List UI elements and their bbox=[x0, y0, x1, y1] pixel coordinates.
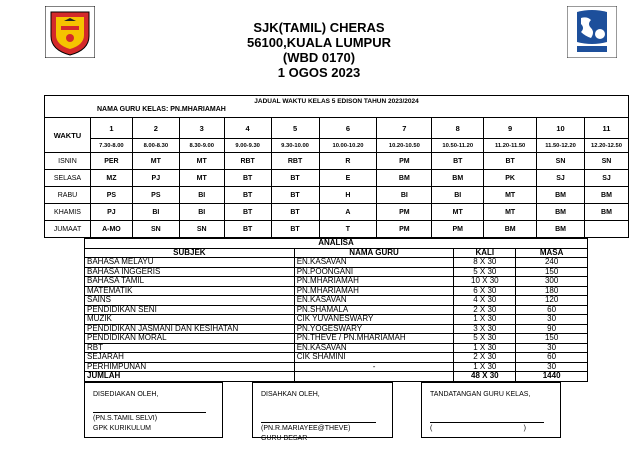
subject-name: PENDIDIKAN SENI bbox=[85, 305, 295, 315]
approved-by-label: DISAHKAN OLEH, bbox=[261, 391, 320, 398]
analisa-row bbox=[85, 277, 588, 287]
subject-slot: PM bbox=[377, 153, 432, 170]
teacher-name: EN.KASAVAN bbox=[294, 343, 454, 353]
period-time: 10.00-10.20 bbox=[319, 139, 377, 153]
header-masa: MASA bbox=[516, 248, 588, 258]
prepared-by-role: GPK KURIKULUM bbox=[93, 425, 151, 432]
subject-slot: BM bbox=[377, 170, 432, 187]
subject-slot: BI bbox=[132, 204, 179, 221]
subject-slot: BT bbox=[224, 204, 271, 221]
timetable-body bbox=[45, 153, 629, 238]
approved-by-name: (PN.R.MARIAYEE@THEVE) bbox=[261, 425, 351, 432]
class-teacher-sign-label: TANDATANGAN GURU KELAS, bbox=[430, 391, 531, 398]
kali-value: 1 X 30 bbox=[454, 362, 516, 372]
analisa-row bbox=[85, 315, 588, 325]
analisa-body bbox=[85, 258, 588, 372]
masa-value: 30 bbox=[516, 362, 588, 372]
subject-slot: MT bbox=[432, 204, 484, 221]
teacher-name: PN.MHARIAMAH bbox=[294, 286, 454, 296]
subject-slot: BM bbox=[537, 221, 585, 238]
subject-slot: BT bbox=[224, 221, 271, 238]
period-number: 5 bbox=[271, 118, 319, 139]
timetable-row bbox=[45, 204, 629, 221]
teacher-name: PN.SHAMALA bbox=[294, 305, 454, 315]
subject-slot: BM bbox=[484, 221, 537, 238]
subject-slot: BT bbox=[271, 170, 319, 187]
name-parentheses bbox=[430, 424, 526, 434]
period-number: 7 bbox=[377, 118, 432, 139]
subject-name: SAINS bbox=[85, 296, 295, 306]
analisa-row bbox=[85, 258, 588, 268]
subject-slot: SN bbox=[537, 153, 585, 170]
prepared-by-label: DISEDIAKAN OLEH, bbox=[93, 391, 159, 398]
timetable-row bbox=[45, 221, 629, 238]
subject-name: BAHASA TAMIL bbox=[85, 277, 295, 287]
day-label: JUMAAT bbox=[45, 221, 91, 238]
subject-slot: A bbox=[319, 204, 377, 221]
subject-slot: PS bbox=[132, 187, 179, 204]
subject-slot bbox=[584, 221, 628, 238]
subject-slot: PM bbox=[432, 221, 484, 238]
subject-slot: H bbox=[319, 187, 377, 204]
prepared-by-name: (PN.S.TAMIL SELVI) bbox=[93, 415, 158, 422]
subject-slot: BI bbox=[432, 187, 484, 204]
subject-slot: BM bbox=[584, 187, 628, 204]
kali-value: 10 X 30 bbox=[454, 277, 516, 287]
period-time: 11.20-11.50 bbox=[484, 139, 537, 153]
school-name: SJK(TAMIL) CHERAS bbox=[253, 20, 385, 35]
kali-value: 2 X 30 bbox=[454, 353, 516, 363]
signature-line bbox=[261, 415, 376, 423]
period-time: 10.20-10.50 bbox=[377, 139, 432, 153]
teacher-name: EN.KASAVAN bbox=[294, 258, 454, 268]
period-number: 3 bbox=[179, 118, 224, 139]
period-time: 10.50-11.20 bbox=[432, 139, 484, 153]
timetable-row bbox=[45, 187, 629, 204]
timetable-title: JADUAL WAKTU KELAS 5 EDISON TAHUN 2023/2024 bbox=[254, 98, 419, 105]
signature-box-approved bbox=[252, 382, 393, 442]
subject-slot: PM bbox=[377, 221, 432, 238]
period-number: 6 bbox=[319, 118, 377, 139]
subject-slot: BT bbox=[432, 153, 484, 170]
kali-value: 5 X 30 bbox=[454, 334, 516, 344]
subject-slot: R bbox=[319, 153, 377, 170]
masa-value: 300 bbox=[516, 277, 588, 287]
subject-slot: BT bbox=[271, 204, 319, 221]
period-number: 9 bbox=[484, 118, 537, 139]
subject-slot: A-MO bbox=[90, 221, 132, 238]
waktu-label: WAKTU bbox=[45, 118, 91, 153]
school-address: 56100,KUALA LUMPUR bbox=[247, 35, 391, 50]
period-time: 11.50-12.20 bbox=[537, 139, 585, 153]
period-number: 10 bbox=[537, 118, 585, 139]
signature-box-class-teacher bbox=[421, 382, 561, 438]
subject-slot: MT bbox=[484, 187, 537, 204]
teacher-name: PN.YOGESWARY bbox=[294, 324, 454, 334]
teacher-name: PN.POONGANI bbox=[294, 267, 454, 277]
total-kali: 48 X 30 bbox=[454, 372, 516, 382]
subject-slot: SN bbox=[584, 153, 628, 170]
subject-name: RBT bbox=[85, 343, 295, 353]
subject-slot: MT bbox=[179, 153, 224, 170]
masa-value: 60 bbox=[516, 305, 588, 315]
masa-value: 150 bbox=[516, 267, 588, 277]
kali-value: 8 X 30 bbox=[454, 258, 516, 268]
subject-slot: MZ bbox=[90, 170, 132, 187]
period-number: 11 bbox=[584, 118, 628, 139]
kali-value: 1 X 30 bbox=[454, 315, 516, 325]
subject-slot: PJ bbox=[132, 170, 179, 187]
period-number: 2 bbox=[132, 118, 179, 139]
subject-slot: BT bbox=[271, 221, 319, 238]
teacher-name: PN.THEVE / PN.MHARIAMAH bbox=[294, 334, 454, 344]
subject-name: MATEMATIK bbox=[85, 286, 295, 296]
total-spacer bbox=[294, 372, 454, 382]
period-time: 7.30-8.00 bbox=[90, 139, 132, 153]
subject-slot: SN bbox=[179, 221, 224, 238]
teacher-name: PN.MHARIAMAH bbox=[294, 277, 454, 287]
period-number: 4 bbox=[224, 118, 271, 139]
subject-slot: T bbox=[319, 221, 377, 238]
subject-name: PENDIDIKAN JASMANI DAN KESIHATAN bbox=[85, 324, 295, 334]
kali-value: 2 X 30 bbox=[454, 305, 516, 315]
period-time: 12.20-12.50 bbox=[584, 139, 628, 153]
subject-slot: SN bbox=[132, 221, 179, 238]
total-label: JUMLAH bbox=[85, 372, 295, 382]
signature-line bbox=[430, 415, 544, 423]
signature-line bbox=[93, 405, 206, 413]
total-masa: 1440 bbox=[516, 372, 588, 382]
period-time: 9.30-10.00 bbox=[271, 139, 319, 153]
subject-slot: PS bbox=[90, 187, 132, 204]
subject-slot: BM bbox=[537, 187, 585, 204]
subject-slot: SJ bbox=[537, 170, 585, 187]
kali-value: 1 X 30 bbox=[454, 343, 516, 353]
period-time: 8.00-8.30 bbox=[132, 139, 179, 153]
subject-slot: BI bbox=[179, 204, 224, 221]
subject-slot: PER bbox=[90, 153, 132, 170]
subject-slot: BI bbox=[377, 187, 432, 204]
masa-value: 30 bbox=[516, 343, 588, 353]
masa-value: 240 bbox=[516, 258, 588, 268]
effective-date: 1 OGOS 2023 bbox=[277, 65, 361, 80]
subject-slot: MT bbox=[132, 153, 179, 170]
masa-value: 30 bbox=[516, 315, 588, 325]
masa-value: 150 bbox=[516, 334, 588, 344]
period-time: 9.00-9.30 bbox=[224, 139, 271, 153]
analisa-row bbox=[85, 362, 588, 372]
subject-slot: MT bbox=[179, 170, 224, 187]
teacher-name: CIK YUVANESWARY bbox=[294, 315, 454, 325]
timetable-row bbox=[45, 153, 629, 170]
kali-value: 5 X 30 bbox=[454, 267, 516, 277]
teacher-name: CIK SHAMINI bbox=[294, 353, 454, 363]
paren-close: ) bbox=[523, 425, 526, 432]
timetable-title-cell bbox=[45, 96, 629, 118]
subject-slot: BM bbox=[584, 204, 628, 221]
day-label: SELASA bbox=[45, 170, 91, 187]
subject-name: PENDIDIKAN MORAL bbox=[85, 334, 295, 344]
teacher-name: - bbox=[294, 362, 454, 372]
masa-value: 60 bbox=[516, 353, 588, 363]
subject-slot: BT bbox=[224, 170, 271, 187]
masa-value: 180 bbox=[516, 286, 588, 296]
kali-value: 3 X 30 bbox=[454, 324, 516, 334]
timetable bbox=[44, 95, 629, 238]
day-label: KHAMIS bbox=[45, 204, 91, 221]
masa-value: 120 bbox=[516, 296, 588, 306]
analisa-row bbox=[85, 353, 588, 363]
paren-open: ( bbox=[430, 425, 433, 432]
analisa-title: ANALISA bbox=[85, 239, 588, 249]
period-number: 8 bbox=[432, 118, 484, 139]
analisa-row bbox=[85, 334, 588, 344]
subject-slot: BI bbox=[179, 187, 224, 204]
header-subjek: SUBJEK bbox=[85, 248, 295, 258]
timetable-row bbox=[45, 170, 629, 187]
period-time: 8.30-9.00 bbox=[179, 139, 224, 153]
subject-name: MUZIK bbox=[85, 315, 295, 325]
day-label: RABU bbox=[45, 187, 91, 204]
subject-name: PERHIMPUNAN bbox=[85, 362, 295, 372]
subject-slot: SJ bbox=[584, 170, 628, 187]
subject-slot: PJ bbox=[90, 204, 132, 221]
subject-slot: BT bbox=[224, 187, 271, 204]
subject-slot: PM bbox=[377, 204, 432, 221]
subject-slot: BT bbox=[271, 187, 319, 204]
kali-value: 4 X 30 bbox=[454, 296, 516, 306]
day-label: ISNIN bbox=[45, 153, 91, 170]
subject-name: BAHASA INGGERIS bbox=[85, 267, 295, 277]
analisa-row bbox=[85, 296, 588, 306]
class-teacher: NAMA GURU KELAS: PN.MHARIAMAH bbox=[97, 106, 226, 113]
subject-slot: RBT bbox=[271, 153, 319, 170]
subject-slot: MT bbox=[484, 204, 537, 221]
subject-name: BAHASA MELAYU bbox=[85, 258, 295, 268]
subject-slot: PK bbox=[484, 170, 537, 187]
period-number: 1 bbox=[90, 118, 132, 139]
header-nama-guru: NAMA GURU bbox=[294, 248, 454, 258]
subject-slot: BM bbox=[537, 204, 585, 221]
signature-box-prepared bbox=[84, 382, 223, 438]
school-code: (WBD 0170) bbox=[282, 50, 356, 65]
analisa-table bbox=[84, 238, 588, 382]
header-kali: KALI bbox=[454, 248, 516, 258]
subject-name: SEJARAH bbox=[85, 353, 295, 363]
subject-slot: BT bbox=[484, 153, 537, 170]
teacher-name: EN.KASAVAN bbox=[294, 296, 454, 306]
subject-slot: RBT bbox=[224, 153, 271, 170]
masa-value: 90 bbox=[516, 324, 588, 334]
approved-by-role: GURU BESAR bbox=[261, 435, 308, 442]
subject-slot: BM bbox=[432, 170, 484, 187]
subject-slot: E bbox=[319, 170, 377, 187]
kali-value: 6 X 30 bbox=[454, 286, 516, 296]
school-header bbox=[0, 20, 638, 80]
